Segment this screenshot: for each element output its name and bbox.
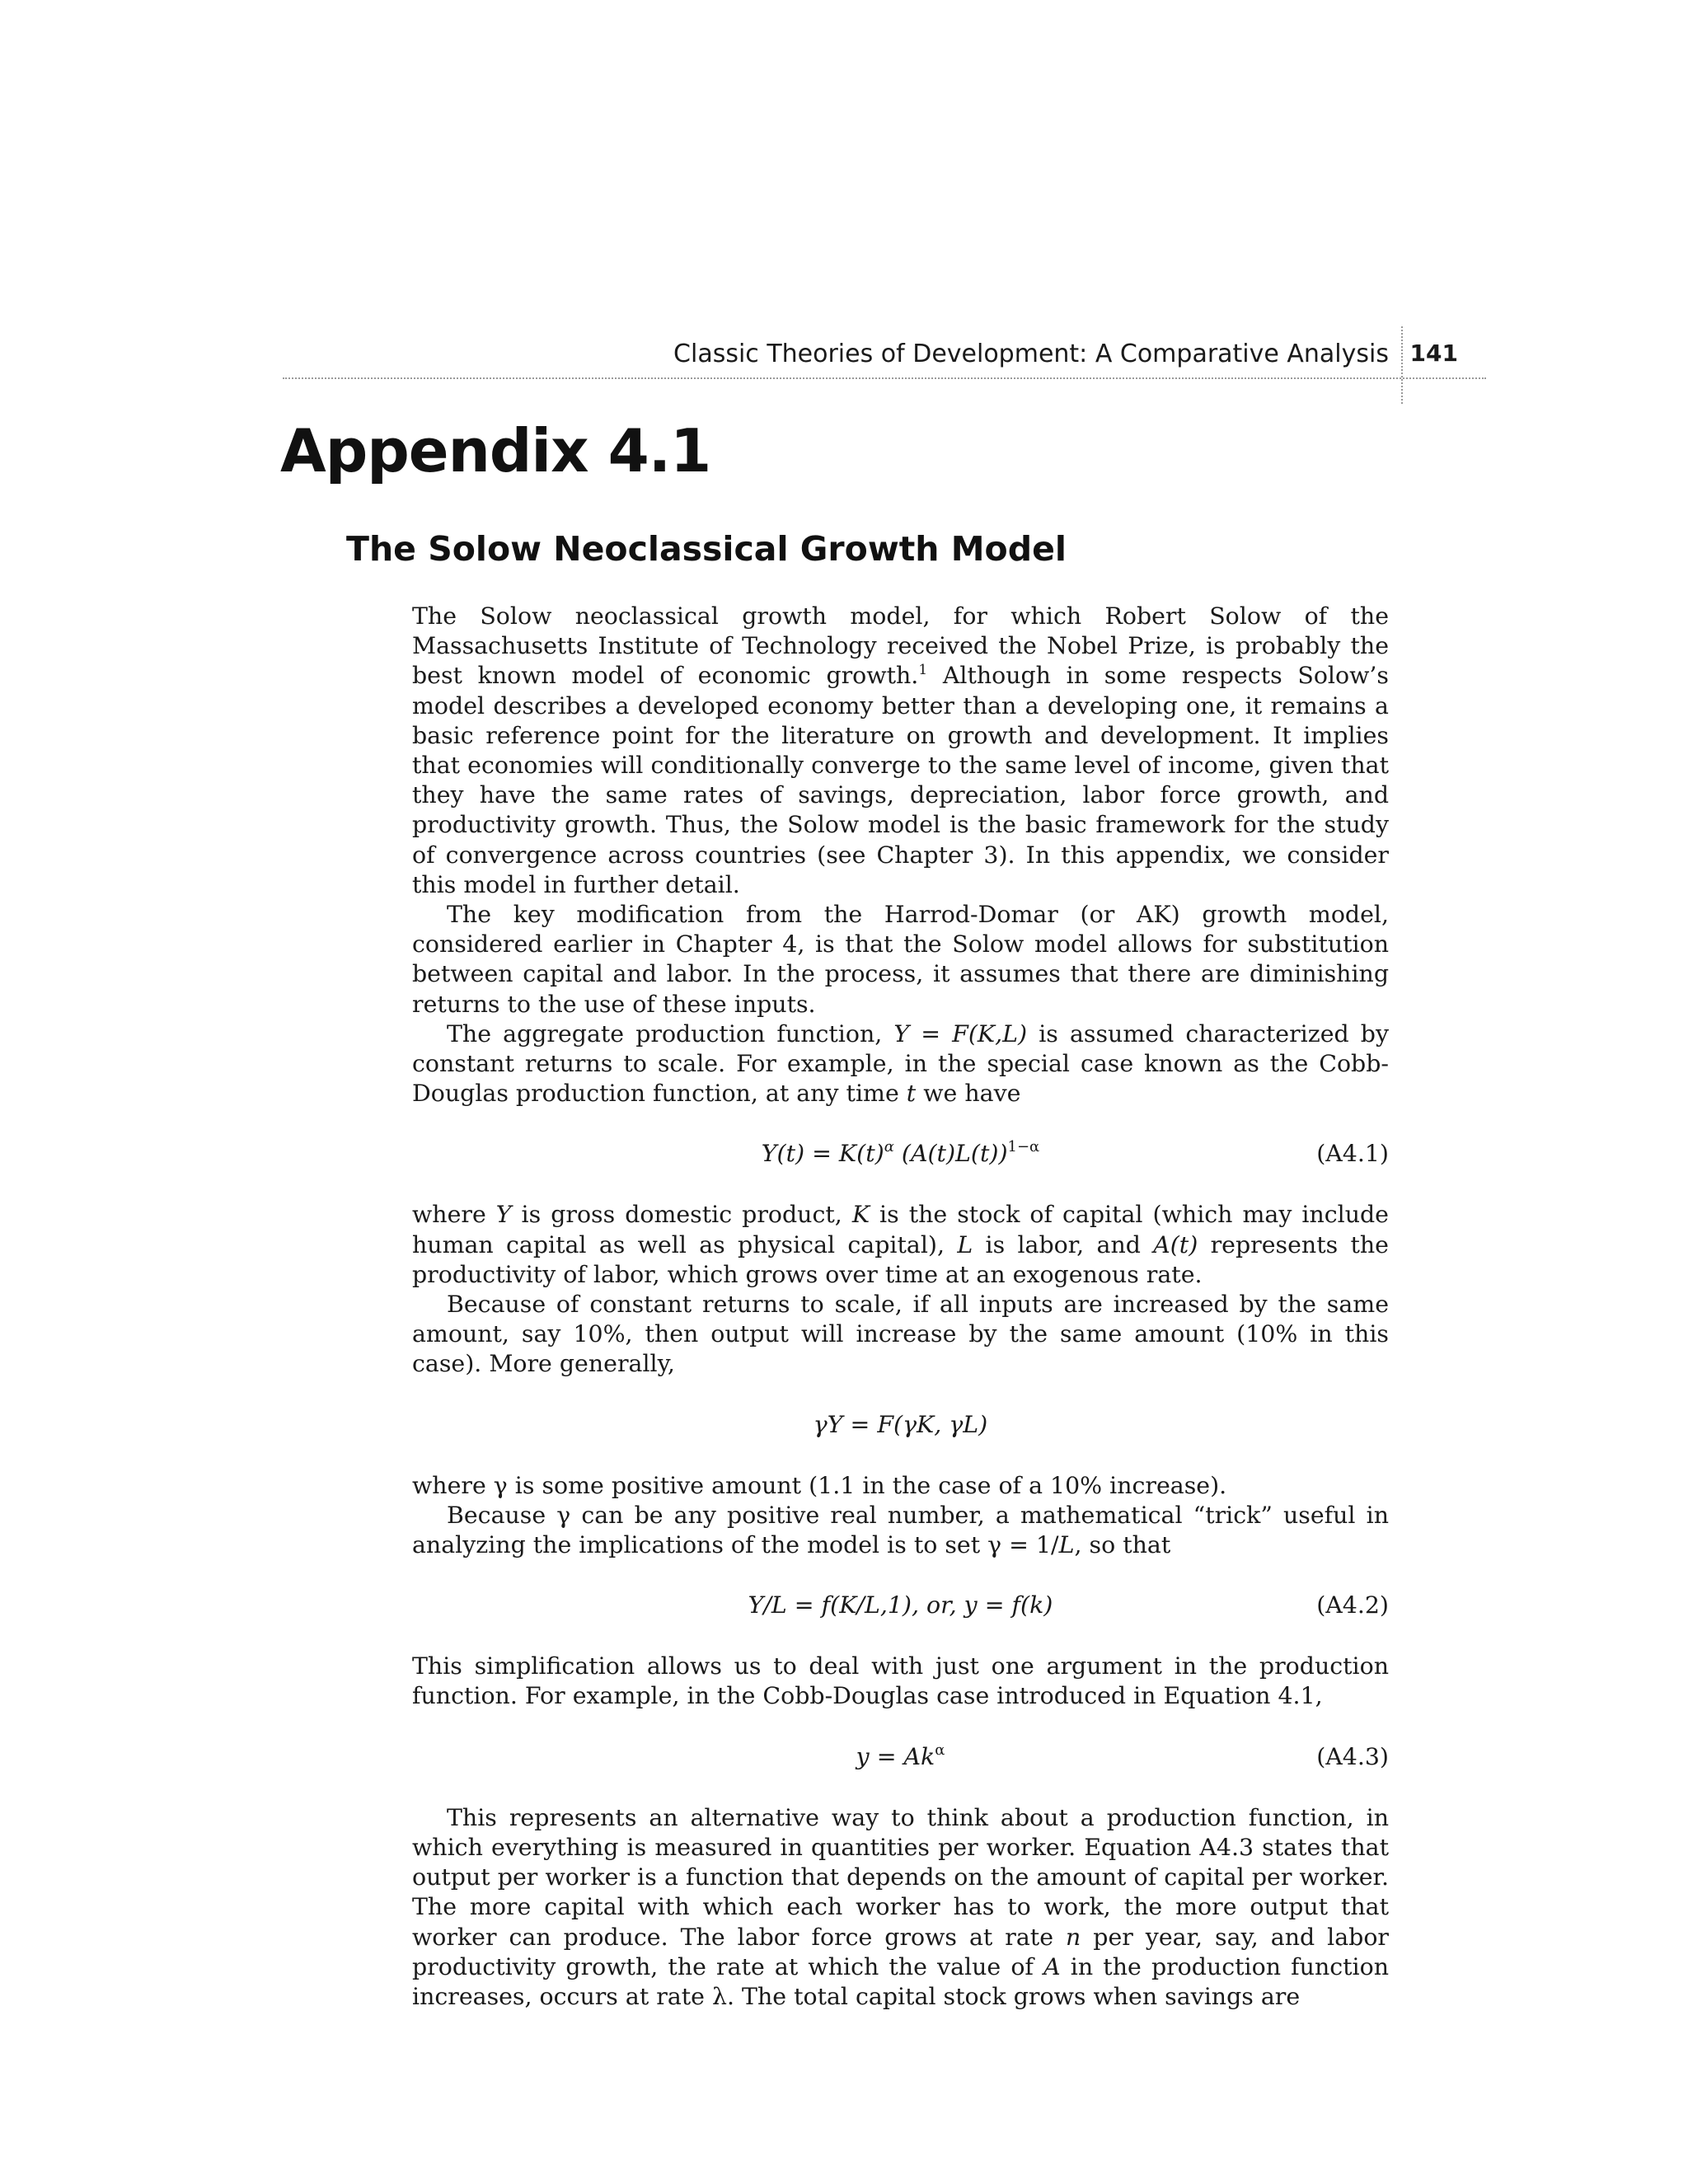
paragraph-4-text-c: is the stock of capital (which may include human capital as well as physical capital), [412, 1201, 1389, 1258]
paragraph-9-text-b: per year, say, and labor productivity growth, the rate at which the value of [412, 1923, 1390, 1980]
running-head-divider [1401, 326, 1403, 404]
production-function-inline: Y = F(K,L) [893, 1019, 1028, 1047]
appendix-title: Appendix 4.1 [280, 416, 711, 485]
paragraph-5: Because of constant returns to scale, if all inputs are increased by the same amount, say 10%, then output will increase by the same amount (10% in this case). More generally, [412, 1291, 1389, 1378]
paragraph-7 [412, 1501, 1389, 1560]
paragraph-7-text-a: Because γ can be any positive real number, a mathematical “trick” useful in analyzing the implications of the model is to set γ = 1/ [412, 1501, 1389, 1559]
equation-a4-2 [412, 1591, 1389, 1620]
var-At: A(t) [1153, 1230, 1198, 1258]
equation-a4-2-number: (A4.2) [1316, 1591, 1389, 1619]
paragraph-4-text-e: represents the productivity of labor, which grows over time at an exogenous rate. [412, 1230, 1389, 1288]
paragraph-7-text-b: , so that [1074, 1531, 1171, 1559]
running-head-title: Classic Theories of Development: A Comparative Analysis [673, 340, 1389, 368]
paragraph-4 [412, 1200, 1389, 1290]
paragraph-9-text-a: This represents an alternative way to think about a production function, in which everything is measured in quantities per worker. Equation A4.3 states that output per worker is a function that depends on the amount of capital per worker. The more capital with which each worker has to work, the more output that worker can produce. The labor force grows at rate [412, 1803, 1389, 1951]
paragraph-3 [412, 1019, 1389, 1109]
var-n: n [1066, 1923, 1081, 1951]
equation-a4-1 [412, 1139, 1389, 1169]
paragraph-1-text-b: Although in some respects Solow’s model describes a developed economy better than a developing one, it remains a basic reference point for the literature on growth and development. It implies that economies will conditionally converge to the same level of income, given that they have the same rates of savings, depreciation, labor force growth, and productivity growth. Thus, the Solow model is the basic framework for the study of convergence across countries (see Chapter 3). In this appendix, we consider this model in further detail. [412, 662, 1389, 898]
paragraph-3-text-a: The aggregate production function, [447, 1019, 894, 1047]
paragraph-4-text-d: is labor, and [973, 1230, 1154, 1258]
equation-a4-3 [412, 1742, 1389, 1772]
paragraph-3-text-b: is assumed characterized by constant returns to scale. For example, in the special case known as the Cobb-Douglas production function, at any time [412, 1019, 1389, 1108]
running-head [283, 338, 1486, 379]
paragraph-9 [412, 1803, 1389, 2012]
var-L: L [957, 1230, 973, 1258]
section-title: The Solow Neoclassical Growth Model [346, 529, 1067, 569]
equation-a4-1-number: (A4.1) [1316, 1140, 1389, 1168]
paragraph-9-text-c: in the production function increases, occurs at rate λ. The total capital stock grows when savings are [412, 1952, 1390, 2010]
paragraph-4-text-b: is gross domestic product, [511, 1201, 852, 1229]
equation-a4-3-expression: $y = Ak^\alpha$ [856, 1741, 945, 1770]
equation-a4-2-expression: Y/L = f(K/L,1), or, y = f(k) [748, 1591, 1053, 1619]
var-Y: Y [495, 1201, 512, 1229]
page-number: 141 [1409, 340, 1458, 367]
paragraph-8: This simplification allows us to deal with just one argument in the production function. For example, in the Cobb-Douglas case introduced in Equation 4.1, [412, 1652, 1389, 1710]
body-text [412, 602, 1389, 2012]
var-L-2: L [1058, 1531, 1075, 1559]
equation-a4-3-number: (A4.3) [1316, 1742, 1389, 1770]
paragraph-3-text-c: we have [916, 1080, 1021, 1108]
time-variable: t [906, 1080, 917, 1108]
footnote-marker[interactable]: 1 [918, 662, 928, 679]
var-K: K [851, 1201, 870, 1229]
equation-a4-1-expression: $Y(t) = K(t)^\alpha$ $(A(t)L(t))^{1-\alpha}$ [761, 1138, 1040, 1168]
paragraph-1 [412, 602, 1389, 900]
equation-gamma [412, 1410, 1389, 1440]
paragraph-4-text-a: where [412, 1201, 496, 1229]
equation-gamma-expression: γY = F(γK, γL) [813, 1410, 988, 1438]
paragraph-6: where γ is some positive amount (1.1 in the case of a 10% increase). [412, 1471, 1227, 1499]
var-A: A [1043, 1952, 1061, 1980]
paragraph-1-text-a: The Solow neoclassical growth model, for which Robert Solow of the Massachusetts Institute of Technology received the Nobel Prize, is probably the best known model of economic growth. [412, 602, 1389, 690]
paragraph-2: The key modification from the Harrod-Domar (or AK) growth model, considered earlier in Chapter 4, is that the Solow model allows for substitution between capital and labor. In the process, it assumes that there are diminishing returns to the use of these inputs. [412, 901, 1389, 1018]
